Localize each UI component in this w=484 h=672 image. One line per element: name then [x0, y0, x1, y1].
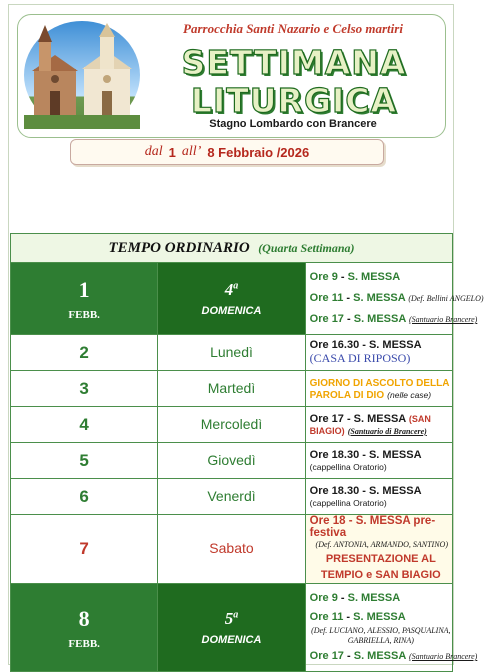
day-name: Venerdì [207, 487, 256, 504]
day-number: 8 [78, 605, 90, 631]
event-time: 9 [331, 271, 338, 283]
day-number-cell [11, 515, 158, 584]
event-title: S. MESSA [347, 271, 401, 283]
month-label: FEBB. [68, 308, 100, 321]
period-header [11, 234, 453, 263]
event-title: S. MESSA [353, 292, 406, 304]
events-cell [305, 371, 452, 407]
ore-label: Ore [309, 292, 329, 304]
day-number-cell [11, 443, 158, 479]
sunday-ordinal-sup: a [233, 609, 239, 621]
dash: - [346, 611, 351, 623]
day-number-cell [11, 371, 158, 407]
event-line [310, 515, 436, 539]
day-name-cell [158, 479, 305, 515]
day-name-cell [158, 407, 305, 443]
events-cell [305, 263, 484, 335]
events-cell [305, 407, 452, 443]
day-number: 7 [79, 539, 89, 558]
event-line [309, 288, 484, 309]
sunday-label: DOMENICA [201, 305, 262, 317]
day-number-cell [11, 407, 158, 443]
event-location: (CASA DI RIPOSO) [309, 351, 411, 365]
day-name: Lunedì [210, 343, 253, 360]
day-number-cell [11, 263, 158, 335]
ore-label: Ore [309, 592, 329, 604]
parish-suffix: martiri [365, 21, 403, 36]
event-location: (cappellina Oratorio) [309, 461, 387, 472]
day-name-cell [158, 515, 305, 584]
day-name: Mercoledì [200, 415, 263, 432]
table-row [11, 479, 453, 515]
event-time: 11 [331, 292, 344, 304]
event-title: S. MESSA [353, 650, 406, 662]
title-line-2: LITURGICA [190, 81, 398, 120]
event-note: (Santuario Brancere) [408, 652, 478, 661]
date-from-word: dal [144, 144, 163, 159]
sunday-ordinal [158, 280, 304, 300]
sunday-ordinal-sup: a [233, 280, 239, 292]
event-text: Ore 18.30 - S. MESSA [309, 448, 422, 461]
table-row [11, 335, 453, 371]
event-time: 17 [331, 313, 344, 325]
event-line [310, 588, 452, 609]
event-note: (Def. LUCIANO, ALESSIO, PASQUALINA, GABRIELLA, RINA) [311, 626, 451, 645]
ore-label: Ore [309, 271, 329, 283]
event-text: GIORNO DI ASCOLTO DELLA PAROLA DI DIO [309, 377, 450, 401]
ore-label: Ore [309, 515, 330, 527]
month-label: FEBB. [68, 637, 100, 650]
event-text: Ore 16.30 - S. MESSA [309, 339, 422, 351]
event-note: (nelle case) [387, 389, 432, 400]
ore-label: Ore [309, 650, 329, 662]
place-name: Stagno Lombardo con Brancere [209, 118, 377, 130]
table-row [11, 371, 453, 407]
day-number: 2 [79, 342, 89, 362]
event-line [309, 646, 478, 667]
events-cell [305, 584, 478, 672]
day-name-cell [158, 263, 305, 335]
date-to-word: all’ [181, 144, 202, 159]
event-text: Ore 18.30 - S. MESSA [309, 484, 422, 497]
event-title: - S. MESSA pre-festiva [309, 515, 436, 539]
event-title: S. MESSA [353, 611, 406, 623]
period-subtitle: (Quarta Settimana) [258, 241, 355, 255]
dash: - [340, 592, 345, 604]
day-number-cell [11, 584, 158, 672]
dash: - [347, 650, 351, 662]
sunday-ordinal [158, 609, 304, 629]
ore-label: Ore [309, 611, 329, 623]
sunday-ordinal-num: 5 [224, 609, 234, 628]
event-time: 17 [331, 650, 344, 662]
date-range-banner [70, 139, 384, 165]
day-name-cell [158, 371, 305, 407]
day-name-cell [158, 443, 305, 479]
events-cell [305, 335, 452, 371]
event-location: (Santuario di Brancere) [347, 426, 427, 436]
header-card [17, 14, 446, 138]
event-note: (Santuario Brancere) [408, 315, 478, 324]
church-photo [24, 21, 140, 129]
period-title: TEMPO ORDINARIO [108, 240, 250, 256]
dash: - [346, 292, 351, 304]
parish-label: Parrocchia Santi Nazario e Celso [183, 21, 363, 36]
sunday-ordinal-num: 4 [224, 280, 234, 299]
events-cell [305, 515, 452, 584]
day-name: Giovedì [207, 451, 256, 468]
period-row [11, 234, 453, 263]
day-name-cell [158, 335, 305, 371]
event-line [310, 609, 452, 626]
title-line-1: SETTIMANA [181, 43, 407, 82]
event-text: Ore 17 - S. MESSA [309, 412, 406, 425]
event-location: (cappellina Oratorio) [309, 497, 387, 508]
day-number-cell [11, 335, 158, 371]
event-title: S. MESSA [347, 592, 401, 604]
church-icon [24, 21, 140, 129]
day-number: 1 [78, 276, 90, 302]
day-number: 3 [79, 378, 89, 398]
event-line [310, 267, 452, 288]
day-number: 6 [79, 486, 89, 506]
event-saint: (SAN BIAGIO) [309, 413, 431, 436]
day-number: 5 [79, 450, 89, 470]
event-note: (Def. Bellini ANGELO) [408, 294, 484, 303]
event-time: 9 [331, 592, 338, 604]
day-number-cell [11, 479, 158, 515]
event-line [309, 309, 478, 330]
day-name: Martedì [207, 379, 256, 396]
dash: - [340, 271, 345, 283]
schedule-table [10, 233, 484, 672]
events-cell [305, 443, 452, 479]
event-title: S. MESSA [353, 313, 406, 325]
parish-name [148, 21, 438, 37]
table-row [11, 263, 453, 335]
table-row [11, 584, 453, 672]
event-note: (Def. ANTONIA, ARMANDO, SANTINO) [315, 540, 448, 549]
day-number: 4 [79, 414, 89, 434]
day-name: Sabato [209, 540, 254, 556]
date-from-num: 1 [168, 144, 176, 160]
table-row [11, 443, 453, 479]
feast-title: PRESENTAZIONE AL TEMPIO e SAN BIAGIO [320, 553, 441, 581]
table-row [11, 407, 453, 443]
date-to-text: 8 Febbraio /2026 [207, 144, 310, 160]
event-time: 18 [332, 515, 346, 527]
events-cell [305, 479, 452, 515]
ore-label: Ore [309, 313, 329, 325]
dash: - [347, 313, 351, 325]
day-name-cell [158, 584, 305, 672]
event-time: 11 [331, 611, 344, 623]
sunday-label: DOMENICA [201, 634, 262, 646]
table-row [11, 515, 453, 584]
